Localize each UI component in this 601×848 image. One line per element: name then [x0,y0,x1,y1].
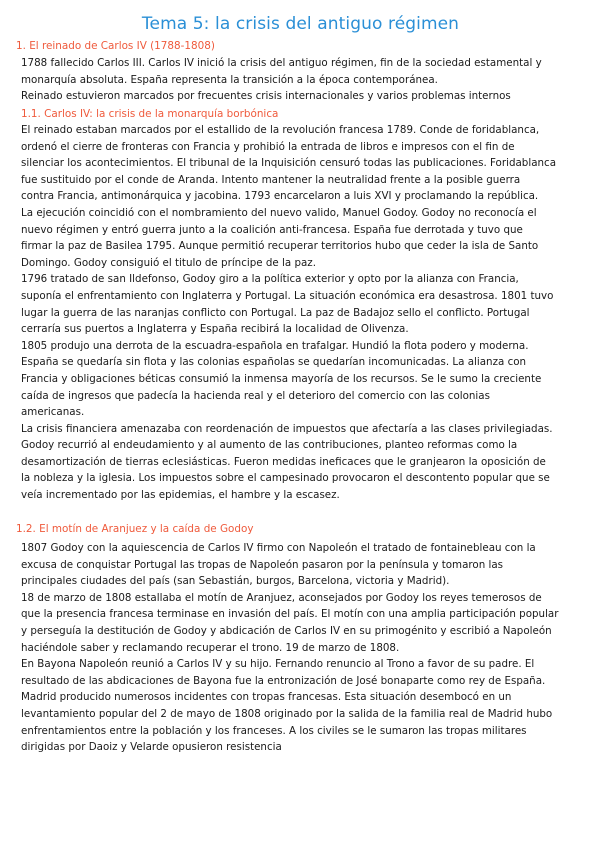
text-line: Godoy recurrió al endeudamiento y al aumento de las contribuciones, planteo reformas como la [21,439,518,452]
text-line: 1796 tratado de san Ildefonso, Godoy giro a la política exterior y opto por la alianza con Francia, [21,273,519,286]
text-line: nuevo régimen y entró guerra junto a la coalición anti-francesa. España fue derrotada y tuvo que [21,223,523,236]
text-line: La crisis financiera amenazaba con reordenación de impuestos que afectaría a las clases privilegiadas. [21,422,553,435]
text-line: contra Francia, antimonárquica y jacobina. 1793 encarcelaron a luis XVI y proclamando la república. [21,190,539,203]
text-line: firmar la paz de Basilea 1795. Aunque permitió recuperar territorios hubo que ceder la isla de Santo [21,240,539,253]
text-line: dirigidas por Daoiz y Velarde opusieron resistencia [21,741,282,754]
text-line: ordenó el cierre de fronteras con Francia y prohibió la entrada de libros e impresos con el fin de [21,140,515,153]
text-line: que la presencia francesa terminase en invasión del país. El motín con una amplia participación popular [21,608,559,621]
text-line: cerraría sus puertos a Inglaterra y España recibirá la localidad de Olivenza. [21,323,409,336]
text-line: 18 de marzo de 1808 estallaba el motín de Aranjuez, aconsejados por Godoy los reyes temerosos de [21,591,542,604]
text-line: El reinado estaban marcados por el estallido de la revolución francesa 1789. Conde de foridablanca, [21,124,540,136]
text-line: principales ciudades del país (san Sebastián, burgos, Barcelona, victoria y Madrid). [21,575,450,588]
text-line: resultado de las abdicaciones de Bayona fue la entronización de José bonaparte como rey de España. [21,674,546,687]
text-line: España se quedaría sin flota y las colonias españolas se quedarían incomunicadas. La alianza con [21,356,527,369]
text-line: americanas. [21,406,85,419]
text-line: desamortización de tierras eclesiásticas. Fueron medidas ineficaces que le granjearon la oposición de [21,455,546,468]
section-1-heading: 1. El reinado de Carlos IV (1788-1808) [16,40,215,52]
text-line: y perseguía la destitución de Godoy y abdicación de Carlos IV en su primogénito y escribió a Napoleón [21,624,552,637]
section-1-2-heading: 1.2. El motín de Aranjuez y la caída de Godoy [16,523,254,535]
page-title: Tema 5: la crisis del antiguo régimen [141,14,460,34]
text-line: suponía el enfrentamiento con Inglaterra y Portugal. La situación económica era desastrosa. 1801 tuvo [21,289,554,302]
text-line: fue sustituido por el conde de Aranda. Intento mantener la neutralidad frente a la posible guerra [21,173,521,186]
section-1-1-heading: 1.1. Carlos IV: la crisis de la monarquía borbónica [21,108,279,120]
text-line: enfrentamientos entre la población y los franceses. A los civiles se le sumaron las tropas militares [21,724,527,737]
text-line: monarquía absoluta. España representa la transición a la época contemporánea. [21,73,438,86]
text-line: la nobleza y la iglesia. Los impuestos sobre el campesinado provocaron el descontento popular que se [21,472,550,485]
section-1-intro [21,55,587,105]
text-line: En Bayona Napoleón reunió a Carlos IV y su hijo. Fernando renuncio al Trono a favor de su padre. El [21,658,535,671]
text-line: lugar la guerra de las naranjas conflicto con Portugal. La paz de Badajoz sello el conflicto. Portugal [21,306,530,319]
text-line: excusa de conquistar Portugal las tropas de Napoleón pasaron por la península y tomaron las [21,558,504,571]
text-line: 1807 Godoy con la aquiescencia de Carlos IV firmo con Napoleón el tratado de fontainebleau con la [21,542,536,554]
section-1-1-body [21,122,587,504]
text-line: 1805 produjo una derrota de la escuadra-española en trafalgar. Hundió la flota podero y moderna. [21,339,529,352]
text-line: Domingo. Godoy consiguió el titulo de príncipe de la paz. [21,256,316,269]
text-line: 1788 fallecido Carlos III. Carlos IV inició la crisis del antiguo régimen, fin de la sociedad estamental y [21,57,542,69]
text-line: Francia y obligaciones béticas consumió la inmensa mayoría de los recursos. Se le sumo la creciente [21,372,542,385]
text-line: levantamiento popular del 2 de mayo de 1808 originado por la salida de la familia real de Madrid hubo [21,707,553,720]
text-line: La ejecución coincidió con el nombramiento del nuevo valido, Manuel Godoy. Godoy no reconocía el [21,206,537,219]
text-line: caída de ingresos que padecía la hacienda real y el deterioro del comercio con las colonias [21,389,490,402]
text-line: veía incrementado por las epidemias, el hambre y la escasez. [21,489,340,502]
text-line: Reinado estuvieron marcados por frecuentes crisis internacionales y varios problemas internos [21,90,511,103]
text-line: haciéndole saber y reclamando recuperar el trono. 19 de marzo de 1808. [21,641,400,654]
section-1-2-body [21,540,587,756]
text-line: silenciar los acontecimientos. El tribunal de la Inquisición censuró todas las publicaciones. Foridablanca [21,157,557,170]
text-line: Madrid producido numerosos incidentes con tropas francesas. Esta situación desembocó en un [21,691,512,704]
